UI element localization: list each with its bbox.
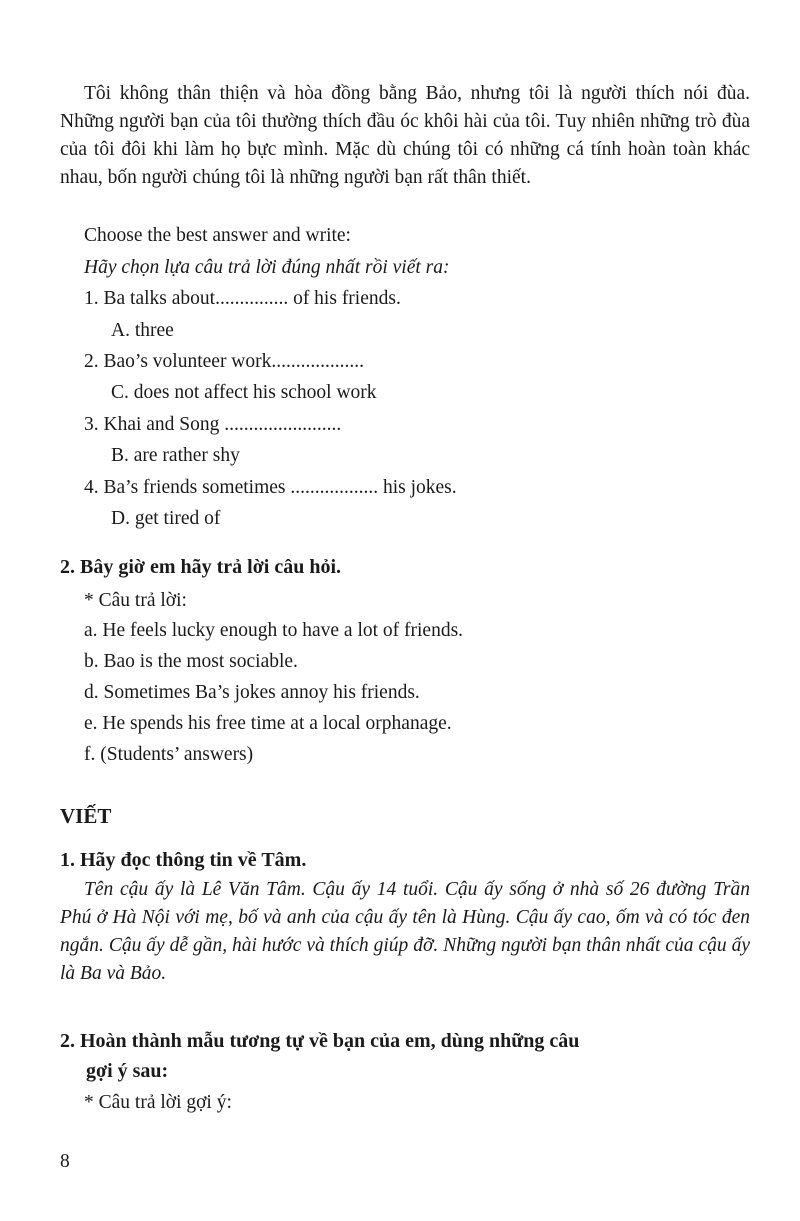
answer-2: C. does not affect his school work xyxy=(111,382,377,403)
answers-label: * Câu trả lời: xyxy=(84,590,187,611)
answer-4: D. get tired of xyxy=(111,508,221,529)
instruction-vietnamese: Hãy chọn lựa câu trả lời đúng nhất rồi viết ra: xyxy=(84,257,450,278)
question-3: 3. Khai and Song ........................ xyxy=(84,414,342,435)
question-1: 1. Ba talks about............... of his friends. xyxy=(84,288,401,309)
viet-heading-2-line-2: gợi ý sau: xyxy=(86,1060,169,1082)
answer-b: b. Bao is the most sociable. xyxy=(84,651,298,672)
viet-heading-2-line-1: 2. Hoàn thành mẫu tương tự về bạn của em, dùng những câu xyxy=(60,1030,580,1052)
section-2-heading: 2. Bây giờ em hãy trả lời câu hỏi. xyxy=(60,556,342,578)
answer-d: d. Sometimes Ba’s jokes annoy his friends. xyxy=(84,682,420,703)
viet-heading-2 xyxy=(60,1026,750,1086)
question-4: 4. Ba’s friends sometimes .................. his jokes. xyxy=(84,477,457,498)
answer-1: A. three xyxy=(111,320,174,341)
answer-a: a. He feels lucky enough to have a lot of friends. xyxy=(84,620,464,641)
section-title-viet: VIẾT xyxy=(60,804,112,828)
suggested-answers-label: * Câu trả lời gợi ý: xyxy=(84,1092,232,1113)
question-2: 2. Bao’s volunteer work................... xyxy=(84,351,365,372)
answer-3: B. are rather shy xyxy=(111,445,240,466)
page-number: 8 xyxy=(60,1151,70,1172)
instruction-english: Choose the best answer and write: xyxy=(84,225,351,246)
intro-paragraph: Tôi không thân thiện và hòa đồng bằng Bảo, nhưng tôi là người thích nói đùa. Những người bạn của tôi thường thích đầu óc khôi hài của tôi. Tuy nhiên những trò đùa của tôi đôi khi làm họ bực mình. Mặc dù chúng tôi có những cá tính hoàn toàn khác nhau, bốn người chúng tôi là những người bạn rất thân thiết. xyxy=(60,83,750,188)
viet-heading-1: 1. Hãy đọc thông tin về Tâm. xyxy=(60,849,307,871)
answer-e: e. He spends his free time at a local orphanage. xyxy=(84,713,452,734)
answer-f: f. (Students’ answers) xyxy=(84,744,254,765)
tam-info-paragraph: Tên cậu ấy là Lê Văn Tâm. Cậu ấy 14 tuổi. Cậu ấy sống ở nhà số 26 đường Trần Phú ở Hà Nội với mẹ, bố và anh của cậu ấy tên là Hùng. Cậu ấy cao, ốm và có tóc đen ngắn. Cậu ấy dễ gần, hài hước và thích giúp đỡ. Những người bạn thân nhất của cậu ấy là Ba và Bảo. xyxy=(60,879,750,984)
